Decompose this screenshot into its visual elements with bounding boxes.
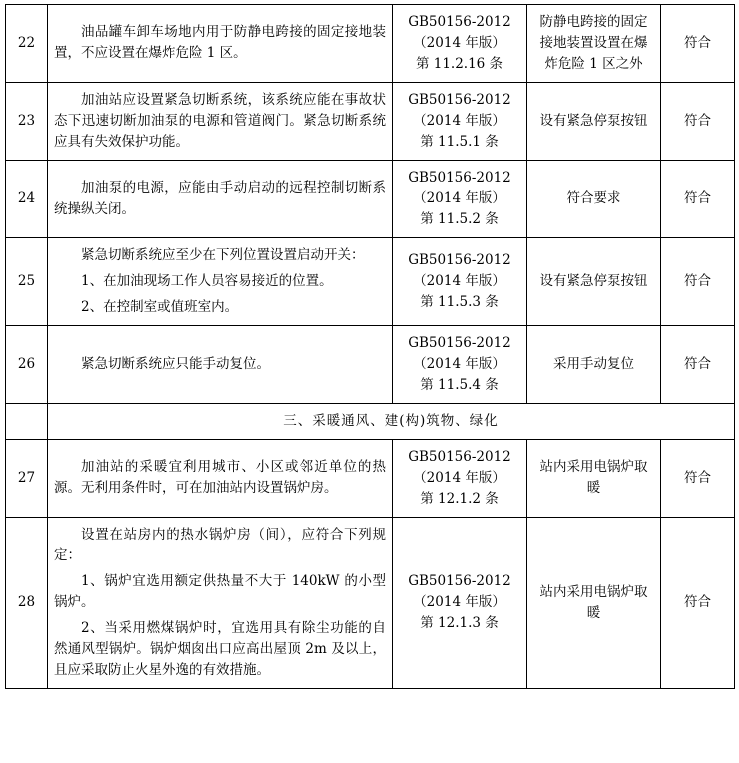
standard-line: 第 12.1.3 条 xyxy=(420,615,499,632)
table-row xyxy=(6,439,735,517)
row-conclusion: 符合 xyxy=(661,517,735,688)
row-result: 站内采用电锅炉取暖 xyxy=(527,517,661,688)
row-standard xyxy=(393,439,527,517)
section-heading-text: 三、采暖通风、建(构)筑物、绿化 xyxy=(283,412,499,429)
section-heading xyxy=(48,403,735,439)
item-paragraph: 2、当采用燃煤锅炉时，宜选用具有除尘功能的自然通风型锅炉。锅炉烟囱出口应高出屋顶 2m 及以上，且应采取防止火星外逸的有效措施。 xyxy=(54,620,386,679)
standard-line: GB50156-2012 xyxy=(408,448,511,465)
standard-line: 第 11.2.16 条 xyxy=(415,55,504,72)
standard-line: GB50156-2012 xyxy=(408,91,511,108)
table-row xyxy=(6,517,735,688)
standard-line: （2014 年版） xyxy=(413,190,506,207)
row-conclusion: 符合 xyxy=(661,160,735,238)
item-paragraph: 2、在控制室或值班室内。 xyxy=(81,299,239,316)
table-row xyxy=(6,5,735,83)
standard-line: GB50156-2012 xyxy=(408,14,511,30)
table-body xyxy=(6,5,735,689)
inspection-table xyxy=(5,4,735,689)
row-number: 27 xyxy=(6,439,48,517)
standard-line: GB50156-2012 xyxy=(408,335,511,352)
row-item xyxy=(48,160,393,238)
row-result: 符合要求 xyxy=(527,160,661,238)
section-spacer xyxy=(6,403,48,439)
row-result: 采用手动复位 xyxy=(527,326,661,404)
row-standard xyxy=(393,517,527,688)
row-item xyxy=(48,439,393,517)
row-result: 设有紧急停泵按钮 xyxy=(527,238,661,326)
item-paragraph: 加油站应设置紧急切断系统，该系统应能在事故状态下迅速切断加油泵的电源和管道阀门。紧急切断系统应具有失效保护功能。 xyxy=(54,91,386,150)
table-row xyxy=(6,326,735,404)
standard-line: （2014 年版） xyxy=(413,273,506,290)
row-result: 站内采用电锅炉取暖 xyxy=(527,439,661,517)
row-number: 24 xyxy=(6,160,48,238)
row-number: 23 xyxy=(6,82,48,160)
standard-line: 第 12.1.2 条 xyxy=(420,490,499,507)
standard-line: 第 11.5.4 条 xyxy=(420,376,499,393)
row-standard xyxy=(393,160,527,238)
row-conclusion: 符合 xyxy=(661,5,735,83)
row-conclusion: 符合 xyxy=(661,238,735,326)
row-item xyxy=(48,82,393,160)
row-item xyxy=(48,238,393,326)
item-paragraph: 设置在站房内的热水锅炉房（间），应符合下列规定： xyxy=(54,526,386,564)
standard-line: （2014 年版） xyxy=(413,112,506,129)
row-conclusion: 符合 xyxy=(661,326,735,404)
row-standard xyxy=(393,82,527,160)
item-paragraph: 紧急切断系统应至少在下列位置设置启动开关： xyxy=(81,247,365,264)
standard-line: （2014 年版） xyxy=(413,469,506,486)
item-paragraph: 油品罐车卸车场地内用于防静电跨接的固定接地装置，不应设置在爆炸危险 1 区。 xyxy=(54,24,386,62)
row-conclusion: 符合 xyxy=(661,82,735,160)
table-row xyxy=(6,238,735,326)
row-standard xyxy=(393,238,527,326)
row-item xyxy=(48,517,393,688)
item-paragraph: 加油泵的电源，应能由手动启动的远程控制切断系统操纵关闭。 xyxy=(54,179,386,217)
row-item xyxy=(48,326,393,404)
row-standard xyxy=(393,326,527,404)
row-conclusion: 符合 xyxy=(661,439,735,517)
row-number: 26 xyxy=(6,326,48,404)
row-result: 设有紧急停泵按钮 xyxy=(527,82,661,160)
table-row xyxy=(6,82,735,160)
row-number: 22 xyxy=(6,5,48,83)
row-result: 防静电跨接的固定接地装置设置在爆炸危险 1 区之外 xyxy=(527,5,661,83)
standard-line: GB50156-2012 xyxy=(408,573,511,590)
row-standard xyxy=(393,5,527,83)
standard-line: 第 11.5.1 条 xyxy=(420,133,499,150)
section-heading-row xyxy=(6,403,735,439)
standard-line: GB50156-2012 xyxy=(408,169,511,186)
standard-line: GB50156-2012 xyxy=(408,252,511,269)
row-number: 25 xyxy=(6,238,48,326)
item-paragraph: 加油站的采暖宜利用城市、小区或邻近单位的热源。无利用条件时，可在加油站内设置锅炉房。 xyxy=(54,459,386,497)
item-paragraph: 紧急切断系统应只能手动复位。 xyxy=(81,355,270,372)
standard-line: 第 11.5.2 条 xyxy=(420,211,499,228)
standard-line: （2014 年版） xyxy=(413,355,506,372)
row-item xyxy=(48,5,393,83)
standard-line: （2014 年版） xyxy=(413,34,506,51)
item-paragraph: 1、在加油现场工作人员容易接近的位置。 xyxy=(81,273,333,290)
standard-line: （2014 年版） xyxy=(413,594,506,611)
standard-line: 第 11.5.3 条 xyxy=(420,294,499,311)
row-number: 28 xyxy=(6,517,48,688)
item-paragraph: 1、锅炉宜选用额定供热量不大于 140kW 的小型锅炉。 xyxy=(54,573,386,611)
table-row xyxy=(6,160,735,238)
